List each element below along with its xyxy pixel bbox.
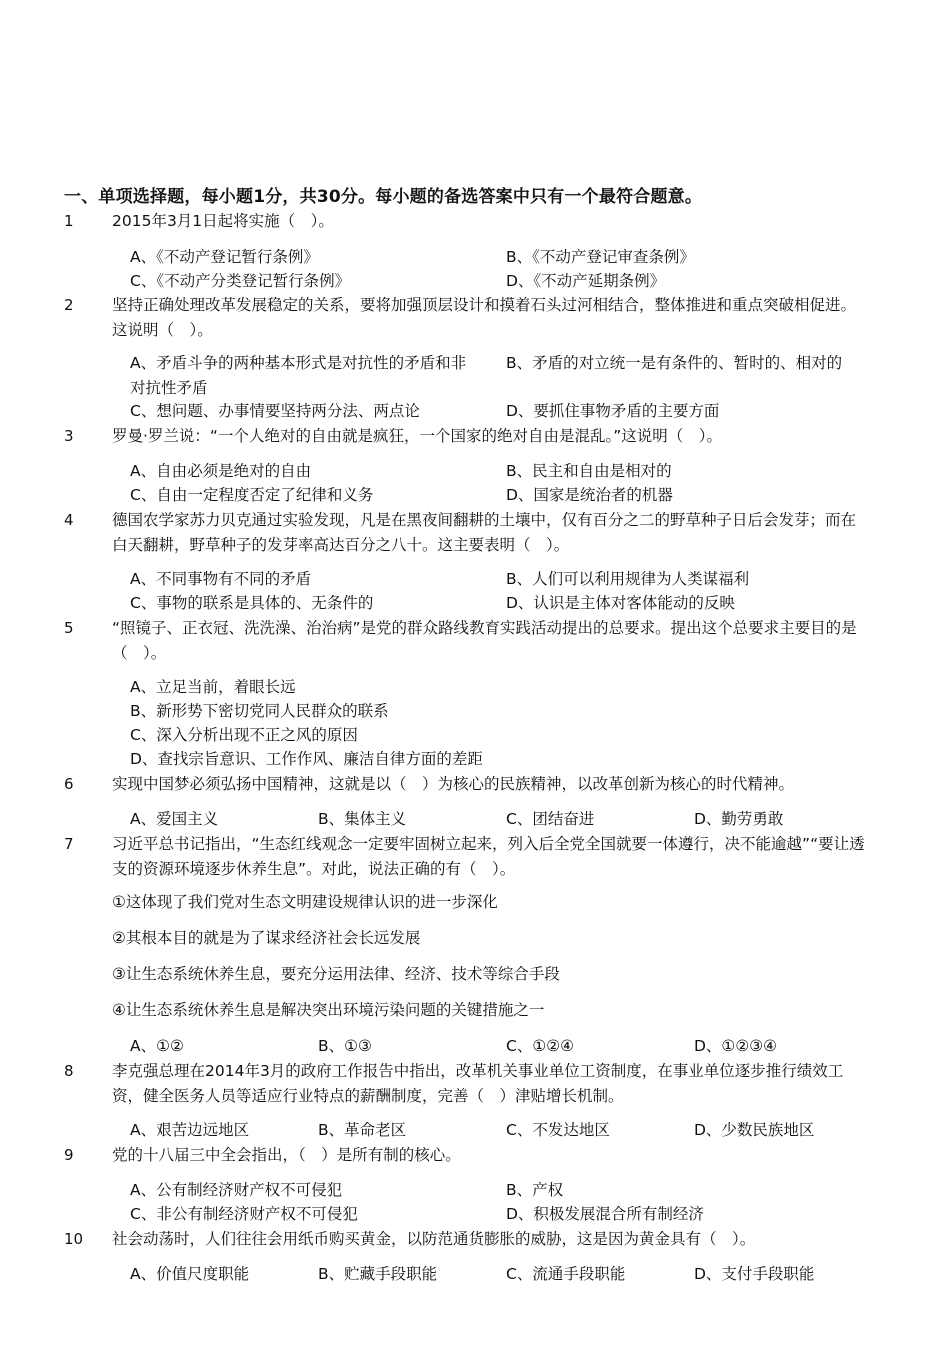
question-stem: 习近平总书记指出，“生态红线观念一定要牢固树立起来，列入后全党全国就要一体遵行，决不能逾越”“要让透支的资源环境逐步休养生息”。对此，说法正确的有（ ）。 xyxy=(112,835,865,878)
option-d: D、国家是统治者的机器 xyxy=(506,486,673,504)
option-c: C、①②④ xyxy=(506,1037,575,1055)
question-stem: 2015年3月1日起将实施（ ）。 xyxy=(112,212,334,230)
option-c: C、流通手段职能 xyxy=(506,1265,626,1283)
option-b: B、《不动产登记审查条例》 xyxy=(506,248,695,266)
option-b: B、产权 xyxy=(506,1181,564,1199)
question-stem: 罗曼·罗兰说：“一个人绝对的自由就是疯狂，一个国家的绝对自由是混乱。”这说明（ ）。 xyxy=(112,427,722,445)
question-stem: 党的十八届三中全会指出，（ ）是所有制的核心。 xyxy=(112,1146,461,1164)
statement-1: ①这体现了我们党对生态文明建设规律认识的进一步深化 xyxy=(112,893,498,911)
question-number: 4 xyxy=(64,511,74,529)
option-c: C、非公有制经济财产权不可侵犯 xyxy=(130,1205,358,1223)
option-a: A、公有制经济财产权不可侵犯 xyxy=(130,1181,343,1199)
option-a: A、矛盾斗争的两种基本形式是对抗性的矛盾和非对抗性矛盾 xyxy=(130,354,467,397)
option-d: D、积极发展混合所有制经济 xyxy=(506,1205,704,1223)
option-c: C、深入分析出现不正之风的原因 xyxy=(130,726,358,744)
option-b: B、民主和自由是相对的 xyxy=(506,462,672,480)
option-b: B、①③ xyxy=(318,1037,372,1055)
question-number: 6 xyxy=(64,775,74,793)
option-b: B、贮藏手段职能 xyxy=(318,1265,438,1283)
option-d: D、要抓住事物矛盾的主要方面 xyxy=(506,402,720,420)
question-number: 1 xyxy=(64,212,74,230)
option-c: C、团结奋进 xyxy=(506,810,595,828)
question-number: 7 xyxy=(64,835,74,853)
option-d: D、查找宗旨意识、工作作风、廉洁自律方面的差距 xyxy=(130,750,483,768)
option-d: D、《不动产延期条例》 xyxy=(506,272,666,290)
option-c: C、《不动产分类登记暂行条例》 xyxy=(130,272,351,290)
section-title: 一、单项选择题，每小题1分，共30分。每小题的备选答案中只有一个最符合题意。 xyxy=(64,187,703,207)
statement-4: ④让生态系统休养生息是解决突出环境污染问题的关键措施之一 xyxy=(112,1001,545,1019)
statement-3: ③让生态系统休养生息，要充分运用法律、经济、技术等综合手段 xyxy=(112,965,560,983)
option-c: C、不发达地区 xyxy=(506,1121,610,1139)
option-a: A、艰苦边远地区 xyxy=(130,1121,250,1139)
option-b: B、矛盾的对立统一是有条件的、暂时的、相对的 xyxy=(506,354,843,372)
option-b: B、人们可以利用规律为人类谋福利 xyxy=(506,570,750,588)
statement-2: ②其根本目的就是为了谋求经济社会长远发展 xyxy=(112,929,421,947)
option-a: A、①② xyxy=(130,1037,184,1055)
option-b: B、革命老区 xyxy=(318,1121,407,1139)
option-a: A、爱国主义 xyxy=(130,810,219,828)
question-number: 8 xyxy=(64,1062,74,1080)
question-stem: 实现中国梦必须弘扬中国精神，这就是以（ ）为核心的民族精神，以改革创新为核心的时代精神。 xyxy=(112,775,795,793)
option-d: D、少数民族地区 xyxy=(694,1121,815,1139)
option-a: A、自由必须是绝对的自由 xyxy=(130,462,312,480)
question-stem: 社会动荡时，人们往往会用纸币购买黄金，以防范通货膨胀的威胁，这是因为黄金具有（ ）。 xyxy=(112,1230,756,1248)
option-c: C、事物的联系是具体的、无条件的 xyxy=(130,594,374,612)
option-a: A、价值尺度职能 xyxy=(130,1265,250,1283)
question-stem: 德国农学家苏力贝克通过实验发现，凡是在黑夜间翻耕的土壤中，仅有百分之二的野草种子日后会发芽；而在白天翻耕，野草种子的发芽率高达百分之八十。这主要表明（ ）。 xyxy=(112,511,857,554)
option-d: D、①②③④ xyxy=(694,1037,778,1055)
question-number: 2 xyxy=(64,296,74,314)
question-stem: 李克强总理在2014年3月的政府工作报告中指出，改革机关事业单位工资制度，在事业单位逐步推行绩效工资，健全医务人员等适应行业特点的薪酬制度，完善（ ）津贴增长机制。 xyxy=(112,1062,844,1105)
option-a: A、《不动产登记暂行条例》 xyxy=(130,248,319,266)
question-number: 3 xyxy=(64,427,74,445)
option-d: D、勤劳勇敢 xyxy=(694,810,784,828)
option-b: B、集体主义 xyxy=(318,810,407,828)
option-d: D、认识是主体对客体能动的反映 xyxy=(506,594,735,612)
option-c: C、想问题、办事情要坚持两分法、两点论 xyxy=(130,402,420,420)
option-a: A、立足当前，着眼长远 xyxy=(130,678,296,696)
option-c: C、自由一定程度否定了纪律和义务 xyxy=(130,486,374,504)
question-stem: “照镜子、正衣冠、洗洗澡、治治病”是党的群众路线教育实践活动提出的总要求。提出这个总要求主要目的是（ ）。 xyxy=(112,619,857,662)
question-stem: 坚持正确处理改革发展稳定的关系，要将加强顶层设计和摸着石头过河相结合，整体推进和重点突破相促进。这说明（ ）。 xyxy=(112,296,857,339)
question-number: 9 xyxy=(64,1146,74,1164)
option-d: D、支付手段职能 xyxy=(694,1265,815,1283)
option-a: A、不同事物有不同的矛盾 xyxy=(130,570,312,588)
option-b: B、新形势下密切党同人民群众的联系 xyxy=(130,702,389,720)
question-number: 10 xyxy=(64,1230,84,1248)
question-number: 5 xyxy=(64,619,74,637)
